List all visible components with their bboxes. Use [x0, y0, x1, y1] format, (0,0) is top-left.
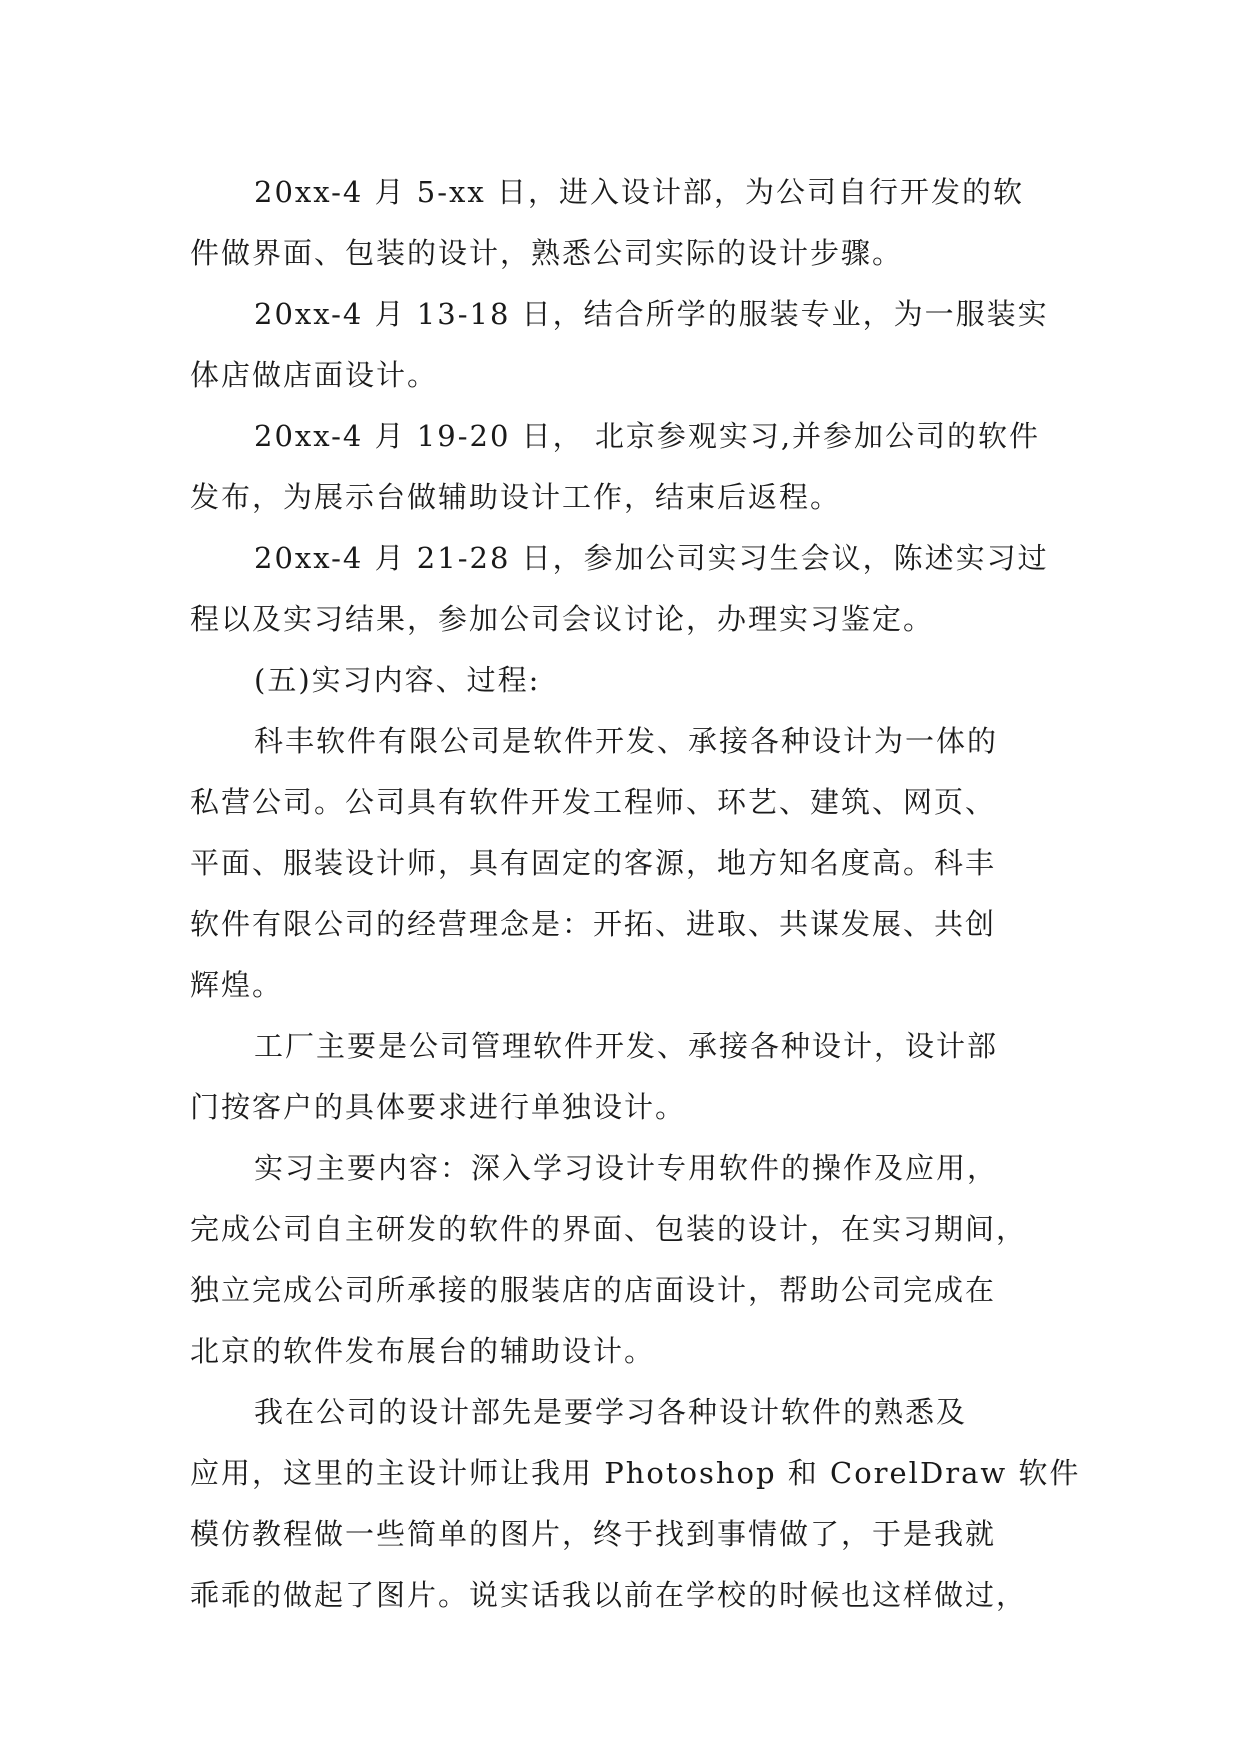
paragraph-line: 乖乖的做起了图片。说实话我以前在学校的时候也这样做过，: [190, 1578, 1028, 1612]
paragraph-line: 程以及实习结果，参加公司会议讨论，办理实习鉴定。: [190, 602, 935, 636]
paragraph-line: 模仿教程做一些简单的图片，终于找到事情做了，于是我就: [190, 1517, 997, 1551]
paragraph-line: 件做界面、包装的设计，熟悉公司实际的设计步骤。: [190, 236, 904, 270]
paragraph-line: 工厂主要是公司管理软件开发、承接各种设计，设计部: [254, 1029, 999, 1063]
paragraph-line: 独立完成公司所承接的服装店的店面设计，帮助公司完成在: [190, 1273, 997, 1307]
paragraph-line: 完成公司自主研发的软件的界面、包装的设计，在实习期间，: [190, 1212, 1028, 1246]
paragraph-line: 20xx-4 月 5-xx 日，进入设计部，为公司自行开发的软: [254, 175, 1024, 209]
paragraph-line: 实习主要内容：深入学习设计专用软件的操作及应用，: [254, 1151, 999, 1185]
paragraph-line: 20xx-4 月 21-28 日，参加公司实习生会议，陈述实习过: [254, 541, 1049, 575]
paragraph-line: 北京的软件发布展台的辅助设计。: [190, 1334, 656, 1368]
paragraph-line: 科丰软件有限公司是软件开发、承接各种设计为一体的: [254, 724, 999, 758]
paragraph-line: 应用，这里的主设计师让我用 Photoshop 和 CorelDraw 软件: [190, 1456, 1081, 1490]
document-body: [190, 162, 1081, 1626]
paragraph-line: 发布，为展示台做辅助设计工作，结束后返程。: [190, 480, 842, 514]
paragraph-line: 私营公司。公司具有软件开发工程师、环艺、建筑、网页、: [190, 785, 997, 819]
paragraph-line: 20xx-4 月 19-20 日， 北京参观实习,并参加公司的软件: [254, 419, 1041, 453]
paragraph-line: 门按客户的具体要求进行单独设计。: [190, 1090, 687, 1124]
paragraph-line: 平面、服装设计师，具有固定的客源，地方知名度高。科丰: [190, 846, 997, 880]
section-heading: (五)实习内容、过程:: [254, 663, 541, 697]
paragraph-line: 20xx-4 月 13-18 日，结合所学的服装专业，为一服装实: [254, 297, 1049, 331]
paragraph-line: 体店做店面设计。: [190, 358, 439, 392]
paragraph-line: 我在公司的设计部先是要学习各种设计软件的熟悉及: [254, 1395, 968, 1429]
paragraph-line: 软件有限公司的经营理念是：开拓、进取、共谋发展、共创: [190, 907, 997, 941]
paragraph-line: 辉煌。: [190, 968, 284, 1002]
